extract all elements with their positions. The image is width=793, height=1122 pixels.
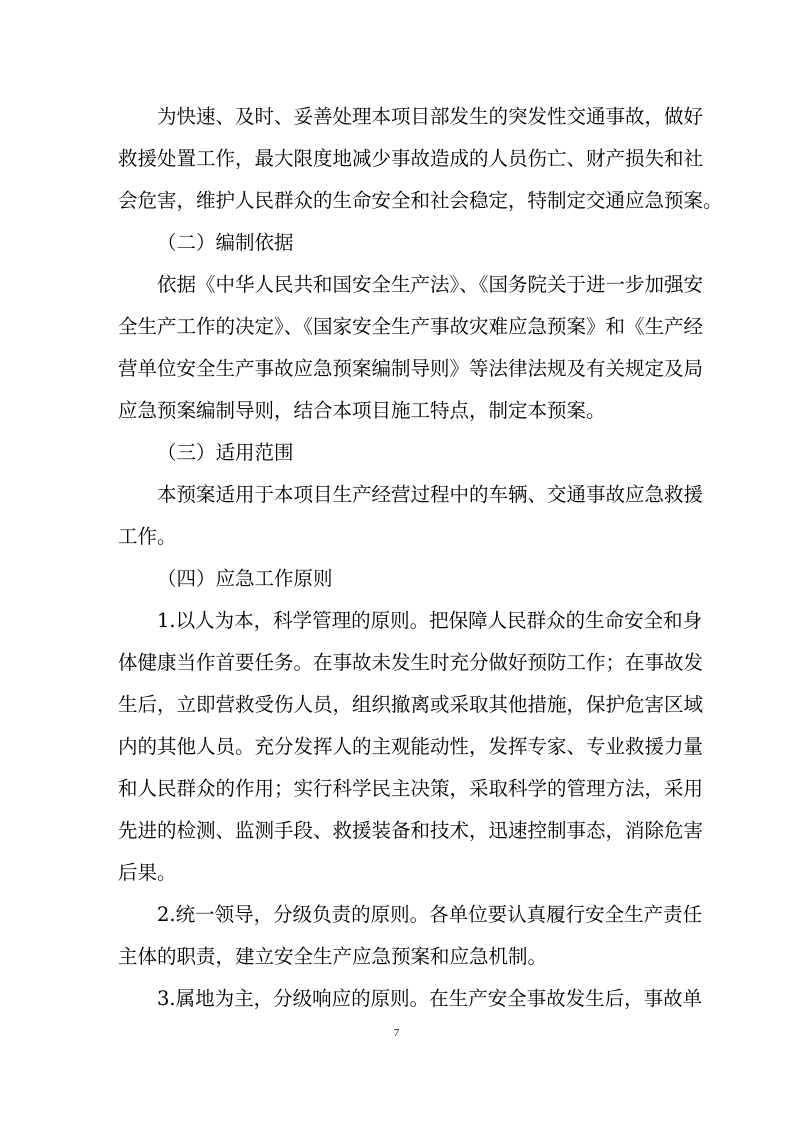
paragraph-line: 主体的职责，建立安全生产应急预案和应急机制。: [118, 945, 548, 968]
paragraph-line: 工作。: [118, 525, 177, 548]
section-heading: （三）适用范围: [157, 441, 294, 464]
paragraph-line: 和人民群众的作用；实行科学民主决策，采取科学的管理方法，采用: [118, 777, 704, 800]
paragraph-line: 3.属地为主，分级响应的原则。在生产安全事故发生后，事故单: [157, 987, 703, 1010]
paragraph-line: 1.以人为本，科学管理的原则。把保障人民群众的生命安全和身: [157, 609, 703, 632]
paragraph-line: 全生产工作的决定》、《国家安全生产事故灾难应急预案》和《生产经: [118, 315, 704, 338]
paragraph-line: 本预案适用于本项目生产经营过程中的车辆、交通事故应急救援: [157, 483, 704, 506]
section-heading: （四）应急工作原则: [157, 567, 333, 590]
paragraph-line: 依据《中华人民共和国安全生产法》、《国务院关于进一步加强安: [157, 273, 704, 296]
paragraph-line: 后果。: [118, 861, 177, 884]
paragraph-line: 2.统一领导，分级负责的原则。各单位要认真履行安全生产责任: [157, 903, 703, 926]
page-number: 7: [393, 1027, 400, 1039]
paragraph-line: 内的其他人员。充分发挥人的主观能动性，发挥专家、专业救援力量: [118, 735, 704, 758]
paragraph-line: 救援处置工作，最大限度地减少事故造成的人员伤亡、财产损失和社: [118, 147, 704, 170]
paragraph-line: 体健康当作首要任务。在事故未发生时充分做好预防工作；在事故发: [118, 651, 704, 674]
section-heading: （二）编制依据: [157, 231, 294, 254]
paragraph-line: 为快速、及时、妥善处理本项目部发生的突发性交通事故，做好: [157, 105, 704, 128]
paragraph-line: 生后，立即营救受伤人员，组织撤离或采取其他措施，保护危害区域: [118, 693, 704, 716]
paragraph-line: 应急预案编制导则，结合本项目施工特点，制定本预案。: [118, 399, 606, 422]
paragraph-line: 会危害，维护人民群众的生命安全和社会稳定，特制定交通应急预案。: [118, 189, 723, 212]
paragraph-line: 先进的检测、监测手段、救援装备和技术，迅速控制事态，消除危害: [118, 819, 704, 842]
paragraph-line: 营单位安全生产事故应急预案编制导则》等法律法规及有关规定及局: [118, 357, 704, 380]
